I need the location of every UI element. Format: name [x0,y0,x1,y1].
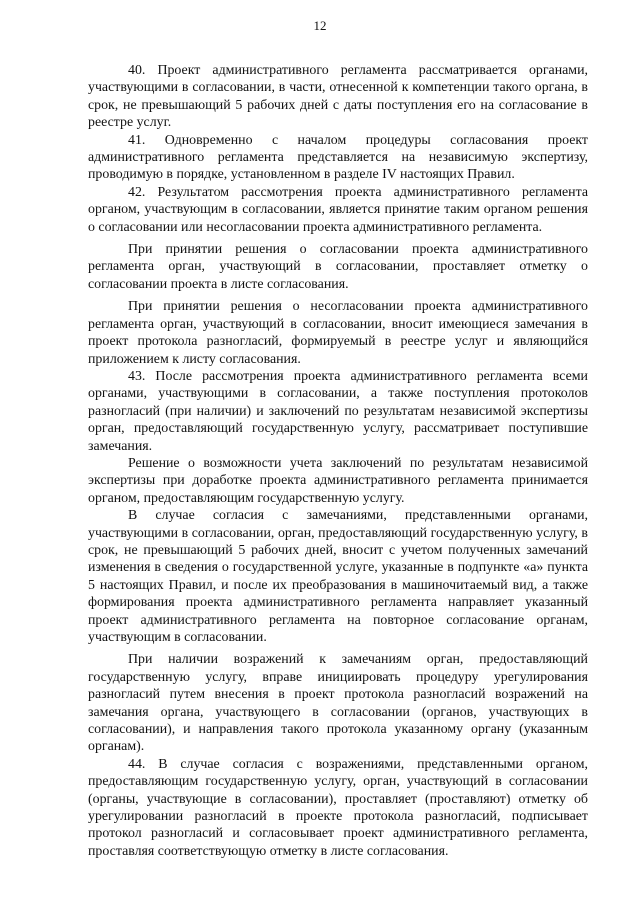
paragraph-42-disapproval: При принятии решения о несогласовании проекта административного регламента орган, участвующий в согласовании, вносит имеющиеся замечания в проект протокола разногласий, формируемый в реестре услуг и являющийся приложением к листу согласования. [88,299,588,367]
paragraph-42-approval: При принятии решения о согласовании проекта административного регламента орган, участвующий в согласовании, проставляет отметку о согласовании проекта в листе согласования. [88,242,588,292]
paragraph-43-agreement-with-remarks: В случае согласия с замечаниями, представленными органами, участвующими в согласовании, орган, предоставляющий государственную услугу, в срок, не превышающий 5 рабочих дней, вносит с учетом полученных замечаний изменения в сведения о государственной услуге, указанные в подпункте «а» пункта 5 настоящих Правил, и после их преобразования в машиночитаемый вид, а также формирования проекта административного регламента направляет указанный проект административного регламента на повторное согласование органам, участвующим в согласовании. [88,508,588,645]
paragraph-43-objections: При наличии возражений к замечаниям орган, предоставляющий государственную услугу, вправе инициировать процедуру урегулирования разногласий путем внесения в проект протокола разногласий возражений на замечания органа, участвующего в согласовании (органов, участвующих в согласовании), и направления такого протокола указанному органу (указанным органам). [88,652,588,755]
paragraph-43: 43. После рассмотрения проекта административного регламента всеми органами, участвующими в согласовании, а также поступления протоколов разногласий (при наличии) и заключений по результатам независимой экспертизы орган, предоставляющий государственную услугу, рассматривает поступившие замечания. [88,368,588,454]
paragraph-40: 40. Проект административного регламента рассматривается органами, участвующими в согласовании, в части, отнесенной к компетенции такого органа, в срок, не превышающий 5 рабочих дней с даты поступления его на согласование в реестре услуг. [88,63,588,131]
paragraph-43-expertise-decision: Решение о возможности учета заключений по результатам независимой экспертизы при доработке проекта административного регламента принимается органом, предоставляющим государственную услугу. [88,455,588,506]
document-body [88,62,588,860]
paragraph-42: 42. Результатом рассмотрения проекта административного регламента органом, участвующим в согласовании, является принятие таким органом решения о согласовании или несогласовании проекта административного регламента. [88,184,588,235]
page-number: 12 [313,18,327,33]
paragraph-44: 44. В случае согласия с возражениями, представленными органом, предоставляющим государственную услугу, орган, участвующий в согласовании (органы, участвующие в согласовании), проставляет (проставляют) отметку об урегулировании разногласий в проекте протокола разногласий, подписывает протокол разногласий и согласовывает проект административного регламента, проставляя соответствующую отметку в листе согласования. [88,756,588,859]
paragraph-41: 41. Одновременно с началом процедуры согласования проект административного регламента представляется на независимую экспертизу, проводимую в порядке, установленном в разделе IV настоящих Правил. [88,132,588,183]
